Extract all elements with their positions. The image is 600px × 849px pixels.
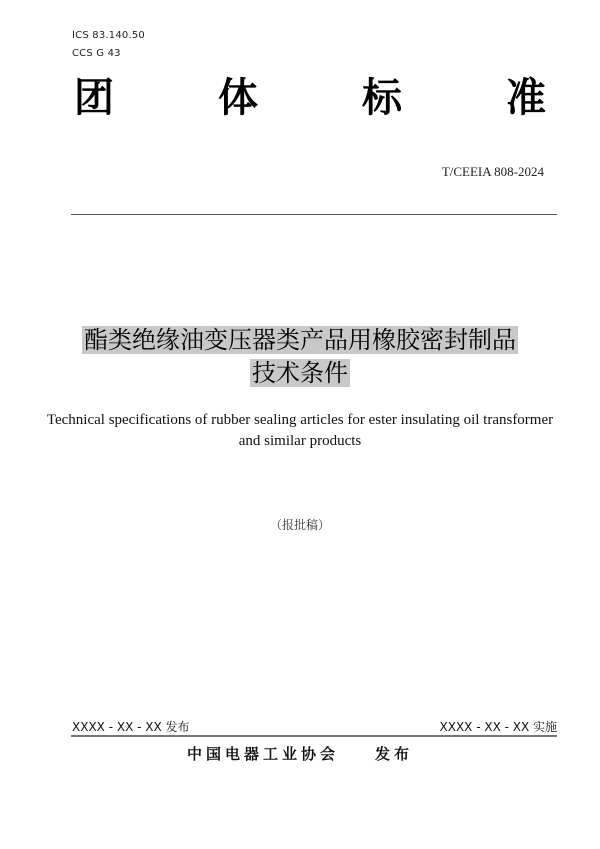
standard-type-char-4: 准 xyxy=(506,75,546,121)
footer-divider xyxy=(71,735,557,737)
standard-type-char-3: 标 xyxy=(362,75,402,121)
title-en-line1: Technical specifications of rubber sealing articles for ester insulating oil transformer xyxy=(46,412,554,428)
ccs-code: CCS G 43 xyxy=(72,48,121,59)
standard-type-char-2: 体 xyxy=(218,75,258,121)
publisher-name: 中国电器工业协会 xyxy=(186,745,339,763)
issue-date: XXXX - XX - XX 发布 xyxy=(72,720,190,734)
title-zh-line1-text: 酯类绝缘油变压器类产品用橡胶密封制品 xyxy=(84,326,516,354)
standard-code: T/CEEIA 808-2024 xyxy=(441,164,544,179)
title-zh-line2-text: 技术条件 xyxy=(252,359,348,387)
ics-code: ICS 83.140.50 xyxy=(72,30,145,41)
title-zh-line2 xyxy=(0,357,600,390)
title-en-line2: and similar products xyxy=(238,433,362,449)
publish-label: 发布 xyxy=(375,745,414,763)
draft-status: （报批稿） xyxy=(269,518,330,532)
publisher-line xyxy=(0,743,600,764)
header-divider xyxy=(71,214,557,215)
title-en xyxy=(0,410,600,452)
standard-type-char-1: 团 xyxy=(74,75,114,121)
implement-date: XXXX - XX - XX 实施 xyxy=(439,720,557,734)
title-zh-line1 xyxy=(0,324,600,357)
